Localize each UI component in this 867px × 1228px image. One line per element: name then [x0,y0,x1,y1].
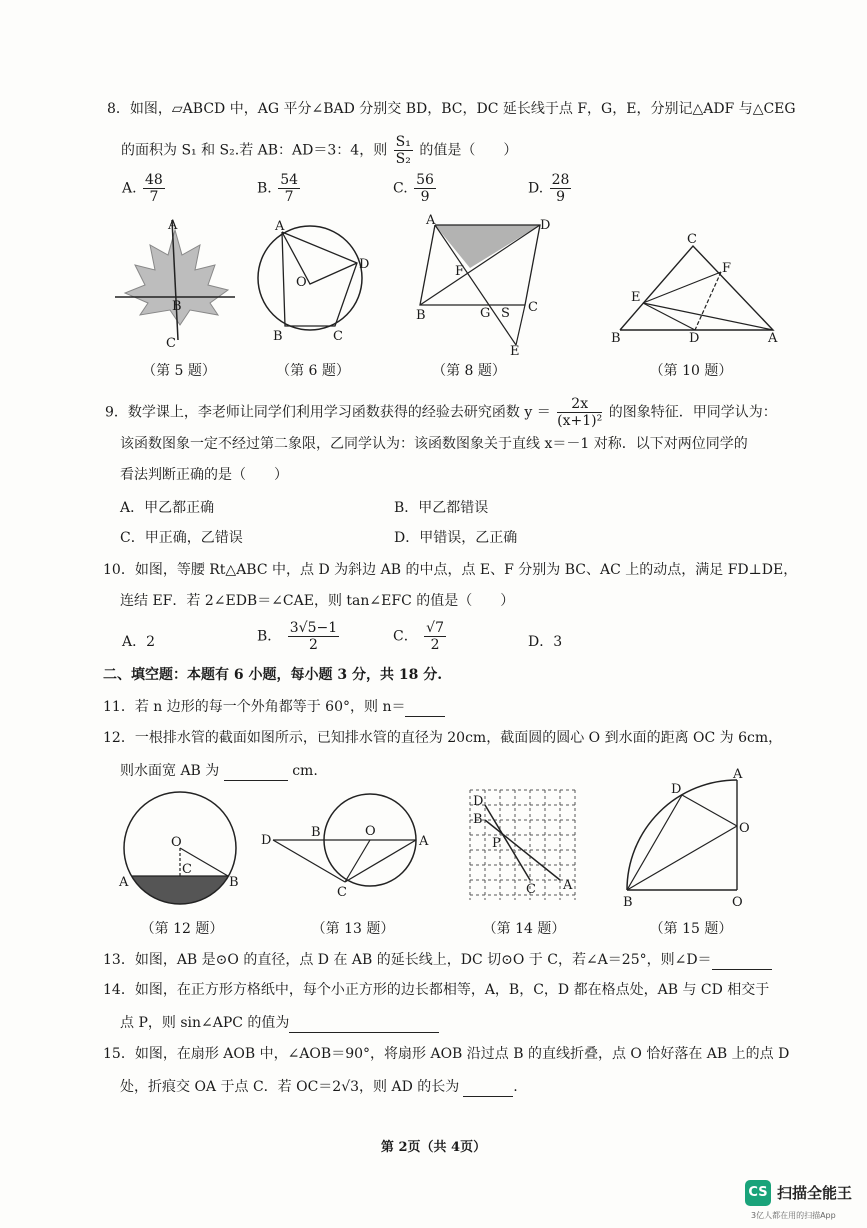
figure-13 [255,790,435,915]
q13-answer-blank [712,949,772,970]
q8-fraction: $\frac{\text{S₁}}{\text{S₂}}$ [395,134,411,167]
fig15-label-d: D [671,782,682,797]
quadrilateral [282,232,357,326]
fig13-label-c: C [337,885,347,900]
q8-option-b: B. $\frac{54}{7}$ [257,172,299,205]
q10-option-a: A．2 [122,634,156,650]
q12-line2: 则水面宽 AB 为 cm. [120,760,318,781]
q13: 13．如图，AB 是⊙O 的直径，点 D 在 AB 的延长线上，DC 切⊙O 于 C，若∠A＝25°，则∠D＝ [103,949,772,970]
caption-fig10: （第 10 题） [649,363,733,379]
q8-option-a: A. $\frac{48}{7}$ [122,172,163,205]
q14-line2: 点 P，则 sin∠APC 的值为 [120,1012,439,1033]
fig12-label-c: C [182,862,192,877]
fig14-label-a: A [563,878,573,893]
fig10-label-d: D [689,331,700,346]
fig10-label-c: C [687,232,697,247]
q11: 11．若 n 边形的每一个外角都等于 60°，则 n＝ [103,696,445,717]
figure-8 [410,213,555,355]
caption-fig14: （第 14 题） [482,921,566,937]
fig13-label-o: O [365,824,376,839]
q10-option-b: B． $\frac{3√5-1}{2}$ [257,620,338,653]
fig6-label-d: D [359,257,370,272]
fig12-label-b: B [229,875,239,890]
fig8-label-a: A [426,213,436,228]
fig8-label-e: E [510,344,520,355]
line-ce [516,305,525,345]
watermark-name: 扫描全能王 [777,1184,853,1202]
fig10-label-e: E [631,290,641,305]
cs-logo-icon: CS [745,1180,771,1206]
fig13-label-d: D [261,833,272,848]
q12-answer-blank [224,760,288,781]
fig5-label-a: A [168,218,178,233]
q14-line1: 14．如图，在正方形方格纸中，每个小正方形的边长都相等，A，B，C，D 都在格点处，AB 与 CD 相交于 [103,982,770,998]
q8-line2a: 的面积为 S₁ 和 S₂.若 AB：AD＝3：4，则 [121,142,388,159]
caption-fig5: （第 5 题） [142,363,216,379]
figure-12 [115,790,245,915]
fig15-label-o: O [732,895,743,908]
fig15-label-b: B [623,895,633,908]
q8-option-c: C. $\frac{56}{9}$ [393,172,434,205]
page-footer: 第 2页（共 4页） [380,1140,487,1155]
circle [258,226,362,330]
q9-option-c: C．甲正确，乙错误 [120,530,243,546]
tangent-dc [273,840,345,882]
caption-fig8: （第 8 题） [432,363,506,379]
fig15-label-a: A [733,768,743,782]
figure-6 [255,218,375,346]
q11-answer-blank [405,696,445,717]
fig8-label-f: F [455,264,465,279]
q15-line1: 15．如图，在扇形 AOB 中，∠AOB＝90°，将扇形 AOB 沿过点 B 的直线折叠，点 O 恰好落在 AB 上的点 D [103,1046,790,1062]
watermark-tagline: 3亿人都在用的扫描App [751,1211,836,1220]
fig14-label-d: D [473,794,484,809]
fig6-label-c: C [333,329,343,344]
fig13-label-b: B [311,825,321,840]
fig14-label-b: B [473,812,483,827]
fig10-label-a: A [768,331,778,346]
q10-option-c: C． $\frac{√7}{2}$ [393,620,444,653]
segment-ea [643,303,773,330]
figure-15 [615,768,755,908]
fig5-label-b: B [172,299,182,314]
q8-line2 [121,134,517,167]
figure-14 [465,785,590,910]
fig5-label-c: C [166,336,176,350]
q9-line1: 9．数学课上，李老师让同学们利用学习函数获得的经验去研究函数 y ＝ $\frac{2x}{\text{(x+1)²}}$ 的图象特征．甲同学认为： [105,396,777,429]
fig12-label-a: A [119,875,129,890]
fold-line-bc [627,826,737,890]
fig14-label-c: C [526,882,536,897]
q8-option-d: D. $\frac{28}{9}$ [528,172,570,205]
q9-option-b: B．甲乙都错误 [394,500,489,516]
segment-dc [682,795,737,826]
q9-option-d: D．甲错误，乙正确 [394,530,518,546]
section-2-heading: 二、填空题：本题有 6 小题，每小题 3 分，共 18 分. [103,667,443,683]
caption-fig13: （第 13 题） [311,921,395,937]
q9-line2: 该函数图象一定不经过第二象限，乙同学认为：该函数图象关于直线 x＝－1 对称．以下对两位同学的 [120,436,748,452]
segment-bd [627,795,682,890]
fig6-label-a: A [275,219,285,234]
q8-line1: 8．如图，▱ABCD 中，AG 平分∠BAD 分别交 BD，BC，DC 延长线于点 F，G，E，分别记△ADF 与△CEG [107,101,796,117]
q15-answer-blank [463,1076,513,1097]
fig8-label-b: B [416,308,426,323]
fig6-label-b: B [273,329,283,344]
fig8-label-c: C [528,300,538,315]
q10-line1: 10．如图，等腰 Rt△ABC 中，点 D 为斜边 AB 的中点，点 E、F 分别为 BC、AC 上的动点，满足 FD⊥DE， [103,562,798,578]
fig8-label-d: D [540,218,551,233]
segment-ef [643,272,721,303]
shaded-triangle [435,225,540,268]
scanner-watermark [745,1180,857,1220]
fig13-label-a: A [419,834,429,849]
q9-option-a: A．甲乙都正确 [120,500,215,516]
caption-fig12: （第 12 题） [140,921,224,937]
fig10-label-f: F [722,261,732,276]
q10-option-d: D．3 [528,634,563,650]
fig14-label-p: P [492,836,501,851]
segment-ac [345,840,416,882]
fig8-label-g: G [480,306,491,321]
fig15-label-o-mid: O [739,821,750,836]
fig10-label-b: B [611,331,621,346]
q12-line1: 12．一根排水管的截面如图所示，已知排水管的直径为 20cm，截面圆的圆心 O 到水面的距离 OC 为 6cm， [103,730,783,746]
fig8-label-s: S [501,306,510,321]
q14-answer-blank [289,1012,439,1033]
q10-line2: 连结 EF．若 2∠EDB＝∠CAE，则 tan∠EFC 的值是（ ） [120,593,515,609]
segment-oc [345,840,370,882]
caption-fig15: （第 15 题） [649,921,733,937]
triangle-abc [620,246,773,330]
q15-line2: 处，折痕交 OA 于点 C．若 OC＝2√3，则 AD 的长为 . [120,1076,518,1097]
fig6-label-o: O [296,275,307,290]
fig12-label-o: O [171,835,182,850]
figure-5 [110,215,240,350]
segment-ed [643,303,695,330]
q9-line3: 看法判断正确的是（ ） [120,467,288,483]
figure-10 [605,228,785,348]
q8-line2b: 的值是（ ） [419,142,518,159]
q9-fraction: $\frac{2x}{\text{(x+1)²}}$ [557,396,603,429]
caption-fig6: （第 6 题） [276,363,350,379]
